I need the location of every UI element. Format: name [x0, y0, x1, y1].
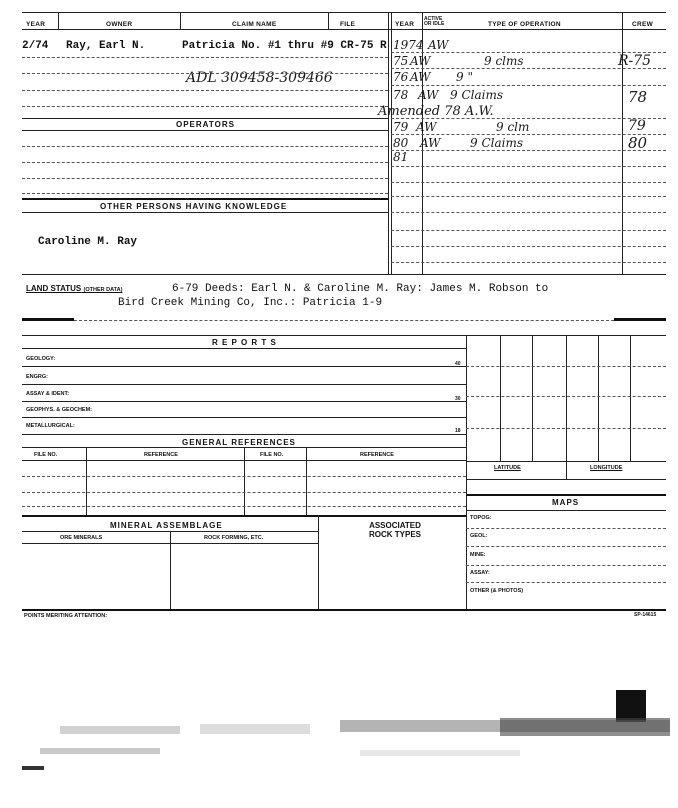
- land-status-sub: (OTHER DATA): [83, 287, 123, 293]
- land-status-label: [26, 284, 122, 293]
- lat-long-bottom-line: [466, 479, 666, 480]
- knowledge-person: Caroline M. Ray: [38, 236, 138, 248]
- row-line: [22, 146, 388, 147]
- refs-row-line: [22, 492, 466, 493]
- points-top-line: [22, 609, 666, 611]
- col-divider: [180, 12, 181, 30]
- refs-top-line: [22, 434, 466, 435]
- log-row-line: [391, 150, 666, 151]
- scan-smudge: [60, 726, 180, 734]
- reports-row-line: [22, 417, 466, 418]
- maps-header-line: [466, 510, 666, 511]
- mark-left: [22, 318, 74, 321]
- header-year: YEAR: [26, 21, 46, 28]
- record-claim-name: Patricia No. #1 thru #9 CR-75 R: [182, 40, 387, 52]
- refs-col-file-1: FILE NO.: [34, 452, 58, 458]
- log-crew-75: R-75: [618, 53, 652, 69]
- maps-row-line: [466, 582, 666, 583]
- latitude-label: LATITUDE: [494, 465, 521, 471]
- header-year-2: YEAR: [395, 21, 415, 28]
- maps-row-line: [466, 528, 666, 529]
- maps-top-line: [466, 494, 666, 496]
- reports-row-line: [22, 401, 466, 402]
- log-status-1974: AW: [428, 38, 449, 52]
- refs-col-ref-2: REFERENCE: [360, 452, 394, 458]
- header-crew: CREW: [632, 21, 654, 28]
- refs-row-line: [22, 506, 466, 507]
- log-row-line: [391, 52, 666, 53]
- grid-line: [466, 428, 666, 429]
- log-op-75: 9 clms: [484, 54, 524, 68]
- points-label: POINTS MERITING ATTENTION:: [24, 613, 108, 619]
- log-crew-79: 79: [628, 118, 646, 134]
- log-status-80: AW: [420, 136, 441, 150]
- reports-row-line: [22, 366, 466, 367]
- log-year-75: 75: [393, 54, 409, 68]
- maps-row-line: [466, 565, 666, 566]
- right-panel-divider: [466, 335, 467, 609]
- scan-smudge: [40, 748, 160, 754]
- row-line: [22, 162, 388, 163]
- refs-row-line: [22, 476, 466, 477]
- assoc-label-2: ROCK TYPES: [368, 530, 421, 539]
- grid-line: [500, 335, 501, 461]
- log-row-line: [391, 196, 666, 197]
- refs-title: GENERAL REFERENCES: [182, 438, 296, 447]
- grid-line: [532, 335, 533, 461]
- log-row-line: [391, 118, 666, 119]
- maps-row-line: [466, 546, 666, 547]
- maps-topog: TOPOG:: [470, 515, 492, 521]
- header-active-idle: ACTIVE OR IDLE: [424, 16, 445, 27]
- grid-line: [630, 335, 631, 461]
- assoc-label-1: ASSOCIATED: [369, 521, 421, 530]
- log-crew-78: 78: [628, 88, 648, 106]
- mineral-col-divider: [170, 531, 171, 609]
- header-claim-name: CLAIM NAME: [232, 21, 277, 28]
- land-status-line-1: 6-79 Deeds: Earl N. & Caroline M. Ray: James M. Robson to: [172, 283, 549, 295]
- log-year-80: 80: [393, 136, 409, 150]
- reports-top-line: [22, 335, 666, 336]
- refs-col-divider: [306, 447, 307, 515]
- log-op-79: 9 clm: [496, 120, 530, 134]
- land-status-line: [74, 320, 614, 321]
- maps-geol: GEOL:: [470, 533, 488, 539]
- reports-geophys: GEOPHYS. & GEOCHEM:: [26, 407, 93, 413]
- log-amended-78: Amended 78 A.W.: [378, 104, 494, 119]
- mineral-ore: ORE MINERALS: [60, 535, 103, 541]
- log-row-line: [391, 212, 666, 213]
- land-status-title: LAND STATUS: [26, 284, 82, 293]
- row-line: [22, 106, 388, 107]
- record-year: 2/74: [22, 40, 49, 52]
- reports-header-line: [22, 348, 466, 349]
- log-row-line: [391, 262, 666, 263]
- reports-row-line: [22, 384, 466, 385]
- record-owner: Ray, Earl N.: [66, 40, 146, 52]
- knowledge-bottom-line: [22, 274, 666, 275]
- maps-title: MAPS: [552, 498, 580, 507]
- log-op-80: 9 Claims: [470, 136, 523, 150]
- reports-title: R E P O R T S: [212, 338, 277, 347]
- scan-smudge: [200, 724, 310, 734]
- header-owner: OWNER: [106, 21, 133, 28]
- col-divider: [58, 12, 59, 30]
- form-number: SP-14615: [634, 612, 657, 618]
- col-divider: [328, 12, 329, 30]
- header-file: FILE: [340, 21, 356, 28]
- knowledge-header-line: [22, 212, 388, 213]
- header-bottom-border: [22, 29, 666, 30]
- lat-long-divider: [566, 461, 567, 479]
- grid-line: [598, 335, 599, 461]
- maps-mine: MINE:: [470, 552, 486, 558]
- log-row-line: [391, 68, 666, 69]
- grid-line: [466, 366, 666, 367]
- refs-col-divider: [86, 447, 87, 515]
- scan-block: [616, 690, 646, 722]
- reports-num-40: 40: [455, 361, 461, 367]
- maps-other: OTHER (& PHOTOS): [470, 588, 524, 594]
- log-row-line: [391, 246, 666, 247]
- refs-col-divider: [244, 447, 245, 515]
- reports-num-18: 18: [455, 428, 461, 434]
- log-status-75: AW: [410, 54, 431, 68]
- grid-line: [566, 335, 567, 461]
- mineral-top-line: [22, 515, 466, 517]
- log-year-1974: 1974: [393, 38, 424, 52]
- mineral-title: MINERAL ASSEMBLAGE: [110, 521, 223, 530]
- log-year-76: 76: [393, 70, 409, 84]
- row-line: [22, 57, 388, 58]
- header-type-of-operation: TYPE OF OPERATION: [488, 21, 561, 28]
- reports-engrg: ENGRG:: [26, 374, 48, 380]
- scan-smudge: [360, 750, 520, 756]
- log-year-78: 78: [393, 88, 409, 102]
- scan-noise: [0, 690, 678, 790]
- mineral-rock: ROCK FORMING, ETC.: [204, 535, 264, 541]
- log-op-76: 9 ": [456, 70, 473, 84]
- reports-num-30: 30: [455, 396, 461, 402]
- knowledge-label: OTHER PERSONS HAVING KNOWLEDGE: [100, 202, 288, 211]
- operators-header-line: [22, 130, 388, 131]
- log-row-line: [391, 134, 666, 135]
- log-row-line: [391, 166, 666, 167]
- longitude-label: LONGITUDE: [590, 465, 623, 471]
- mineral-col-divider: [318, 515, 319, 609]
- row-line: [22, 193, 388, 194]
- record-adl: ADL 309458-309466: [186, 70, 333, 86]
- reports-metallurgical: METALLURGICAL:: [26, 423, 75, 429]
- mineral-subheader-line: [22, 531, 318, 532]
- row-line: [22, 178, 388, 179]
- refs-col-ref-1: REFERENCE: [144, 452, 178, 458]
- scan-mark: [22, 766, 44, 770]
- log-crew-80: 80: [628, 134, 648, 152]
- log-status-79: AW: [416, 120, 437, 134]
- land-status-line-2: Bird Creek Mining Co, Inc.: Patricia 1-9: [118, 297, 383, 309]
- row-line: [22, 90, 388, 91]
- grid-line: [466, 396, 666, 397]
- top-border: [22, 12, 666, 13]
- operators-top-line: [22, 118, 388, 119]
- reports-geology: GEOLOGY:: [26, 356, 56, 362]
- log-row-line: [391, 85, 666, 86]
- log-row-line: [391, 230, 666, 231]
- refs-col-file-2: FILE NO.: [260, 452, 284, 458]
- maps-assay: ASSAY:: [470, 570, 490, 576]
- mark-right: [614, 318, 666, 321]
- knowledge-top-line: [22, 198, 388, 200]
- scan-smudge: [500, 718, 670, 736]
- col-divider: [388, 12, 389, 274]
- log-status-76: AW: [410, 70, 431, 84]
- log-row-line: [391, 182, 666, 183]
- log-op-78: 9 Claims: [450, 88, 503, 102]
- assoc-rock-types: [360, 521, 430, 539]
- operators-label: OPERATORS: [176, 120, 235, 129]
- reports-assay: ASSAY & IDENT:: [26, 391, 70, 397]
- row-line: [22, 73, 388, 74]
- log-year-81: 81: [393, 150, 409, 164]
- log-year-79: 79: [393, 120, 409, 134]
- log-status-78: AW: [418, 88, 439, 102]
